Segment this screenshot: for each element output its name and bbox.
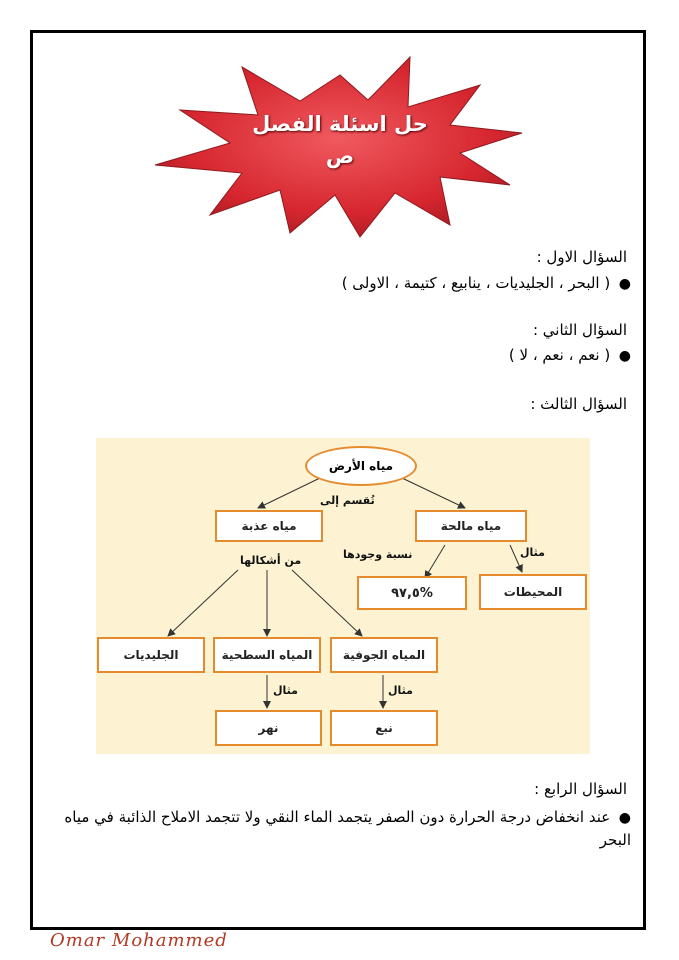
node-fresh-water: مياه عذبة — [215, 510, 323, 542]
question-2-answer — [509, 346, 631, 364]
label-forms: من أشكالها — [240, 554, 302, 567]
node-salt-water: مياه مالحة — [415, 510, 527, 542]
question-3-label: السؤال الثالث : — [530, 395, 627, 413]
question-4-label: السؤال الرابع : — [534, 780, 627, 798]
label-example-surface: مثال — [273, 684, 298, 697]
label-divided-into: تُقسم إلى — [320, 494, 375, 507]
title-line-1: حل اسئلة الفصل — [252, 112, 428, 136]
node-river: نهر — [215, 710, 322, 746]
node-spring: نبع — [330, 710, 438, 746]
answer-text: ( نعم ، نعم ، لا ) — [508, 346, 611, 364]
node-glaciers: الجليديات — [97, 637, 205, 673]
node-oceans: المحيطات — [479, 574, 587, 610]
node-groundwater: المياه الجوفية — [330, 637, 438, 673]
title-line-2: ص — [325, 144, 355, 168]
bullet-icon: ● — [618, 810, 631, 826]
bullet-icon: ● — [618, 276, 631, 292]
page-title — [150, 108, 530, 172]
label-ratio: نسبة وجودها — [343, 548, 413, 561]
node-earth-water: مياه الأرض — [305, 446, 417, 486]
node-ratio-value: %٩٧,٥ — [357, 576, 467, 610]
bullet-icon: ● — [618, 348, 631, 364]
question-1-label: السؤال الاول : — [536, 248, 627, 266]
question-4-answer — [41, 806, 631, 851]
author-signature: Omar Mohammed — [50, 930, 228, 951]
node-surface-water: المياه السطحية — [213, 637, 321, 673]
label-example-salt: مثال — [520, 546, 545, 559]
question-1-answer — [342, 274, 631, 292]
label-example-ground: مثال — [388, 684, 413, 697]
question-2-label: السؤال الثاني : — [532, 321, 627, 339]
answer-text: عند انخفاض درجة الحرارة دون الصفر يتجمد الماء النقي ولا تتجمد الاملاح الذائبة في مياه البحر — [64, 808, 631, 849]
answer-text: ( البحر ، الجليديات ، ينابيع ، كتيمة ، الاولى ) — [341, 274, 611, 292]
